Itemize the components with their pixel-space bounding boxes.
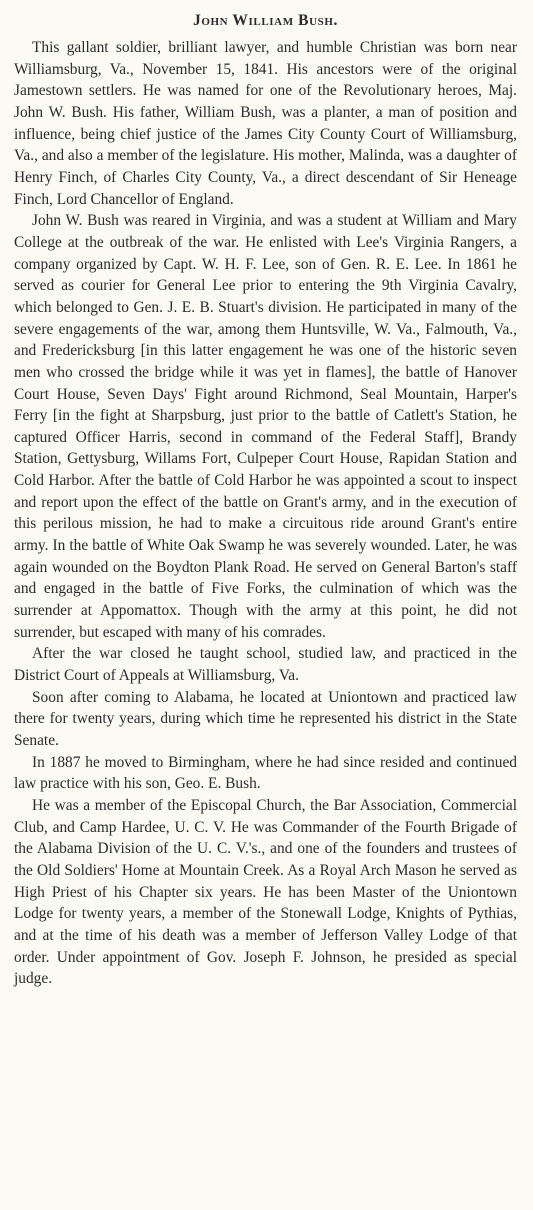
paragraph-memberships: He was a member of the Episcopal Church, the Bar Association, Commercial Club, and Camp Hardee, U. C. V. He was Commander of the Fourth Brigade of the Alabama Division of the U. C. V.'s., and one of the founders and trustees of the Old Soldiers' Home at Mountain Creek. As a Royal Arch Mason he served as High Priest of his Chapter six years. He has been Master of the Uniontown Lodge for twenty years, a member of the Stonewall Lodge, Knights of Pythias, and at the time of his death was a member of Jefferson Valley Lodge of that order. Under appointment of Gov. Joseph F. Johnson, he presided as special judge. — [14, 796, 517, 988]
paragraph-after-war: After the war closed he taught school, studied law, and practiced in the District Court of Appeals at Williamsburg, Va. — [14, 645, 517, 685]
paragraph-alabama: Soon after coming to Alabama, he located at Uniontown and practiced law there for twenty years, during which time he represented his district in the State Senate. — [14, 688, 517, 749]
paragraph-birth-ancestry: This gallant soldier, brilliant lawyer, and humble Christian was born near Williamsburg, Va., November 15, 1841. His ancestors were of the original Jamestown settlers. He was named for one of the Revolutionary heroes, Maj. John W. Bush. His father, William Bush, was a planter, a man of position and influence, being chief justice of the James City County Court of Williamsburg, Va., and also a member of the legislature. His mother, Malinda, was a daughter of Henry Finch, of Charles City County, Va., a direct descendant of Sir Heneage Finch, Lord Chancellor of England. — [14, 39, 517, 208]
page-title: John William Bush. — [193, 12, 338, 29]
paragraph-war-service: John W. Bush was reared in Virginia, and was a student at William and Mary College at the outbreak of the war. He enlisted with Lee's Virginia Rangers, a company organized by Capt. W. H. F. Lee, son of Gen. R. E. Lee. In 1861 he served as courier for General Lee prior to entering the 9th Virginia Cavalry, which belonged to Gen. J. E. B. Stuart's division. He participated in many of the severe engagements of the war, among them Huntsville, W. Va., Falmouth, Va., and Fredericksburg [in this latter engagement he was one of the historic seven men who crossed the bridge while it was yet in flames], the battle of Hanover Court House, Seven Days' Fight around Richmond, Seal Mountain, Harper's Ferry [in the fight at Sharpsburg, just prior to the battle of Catlett's Station, he captured Officer Harris, second in command of the Federal Staff], Brandy Station, Gettysburg, Willams Fort, Culpeper Court House, Rapidan Station and Cold Harbor. After the battle of Cold Harbor he was appointed a scout to inspect and report upon the effect of the battle on Grant's army, and in the execution of this perilous mission, he had to make a circuitous ride around Grant's entire army. In the battle of White Oak Swamp he was severely wounded. Later, he was again wounded on the Boydton Plank Road. He served on General Barton's staff and engaged in the battle of Five Forks, the culmination of which was the surrender at Appomattox. Though with the army at this point, he did not surrender, but escaped with many of his comrades. — [14, 212, 517, 641]
paragraph-birmingham: In 1887 he moved to Birmingham, where he had since resided and continued law practice with his son, Geo. E. Bush. — [14, 753, 517, 793]
